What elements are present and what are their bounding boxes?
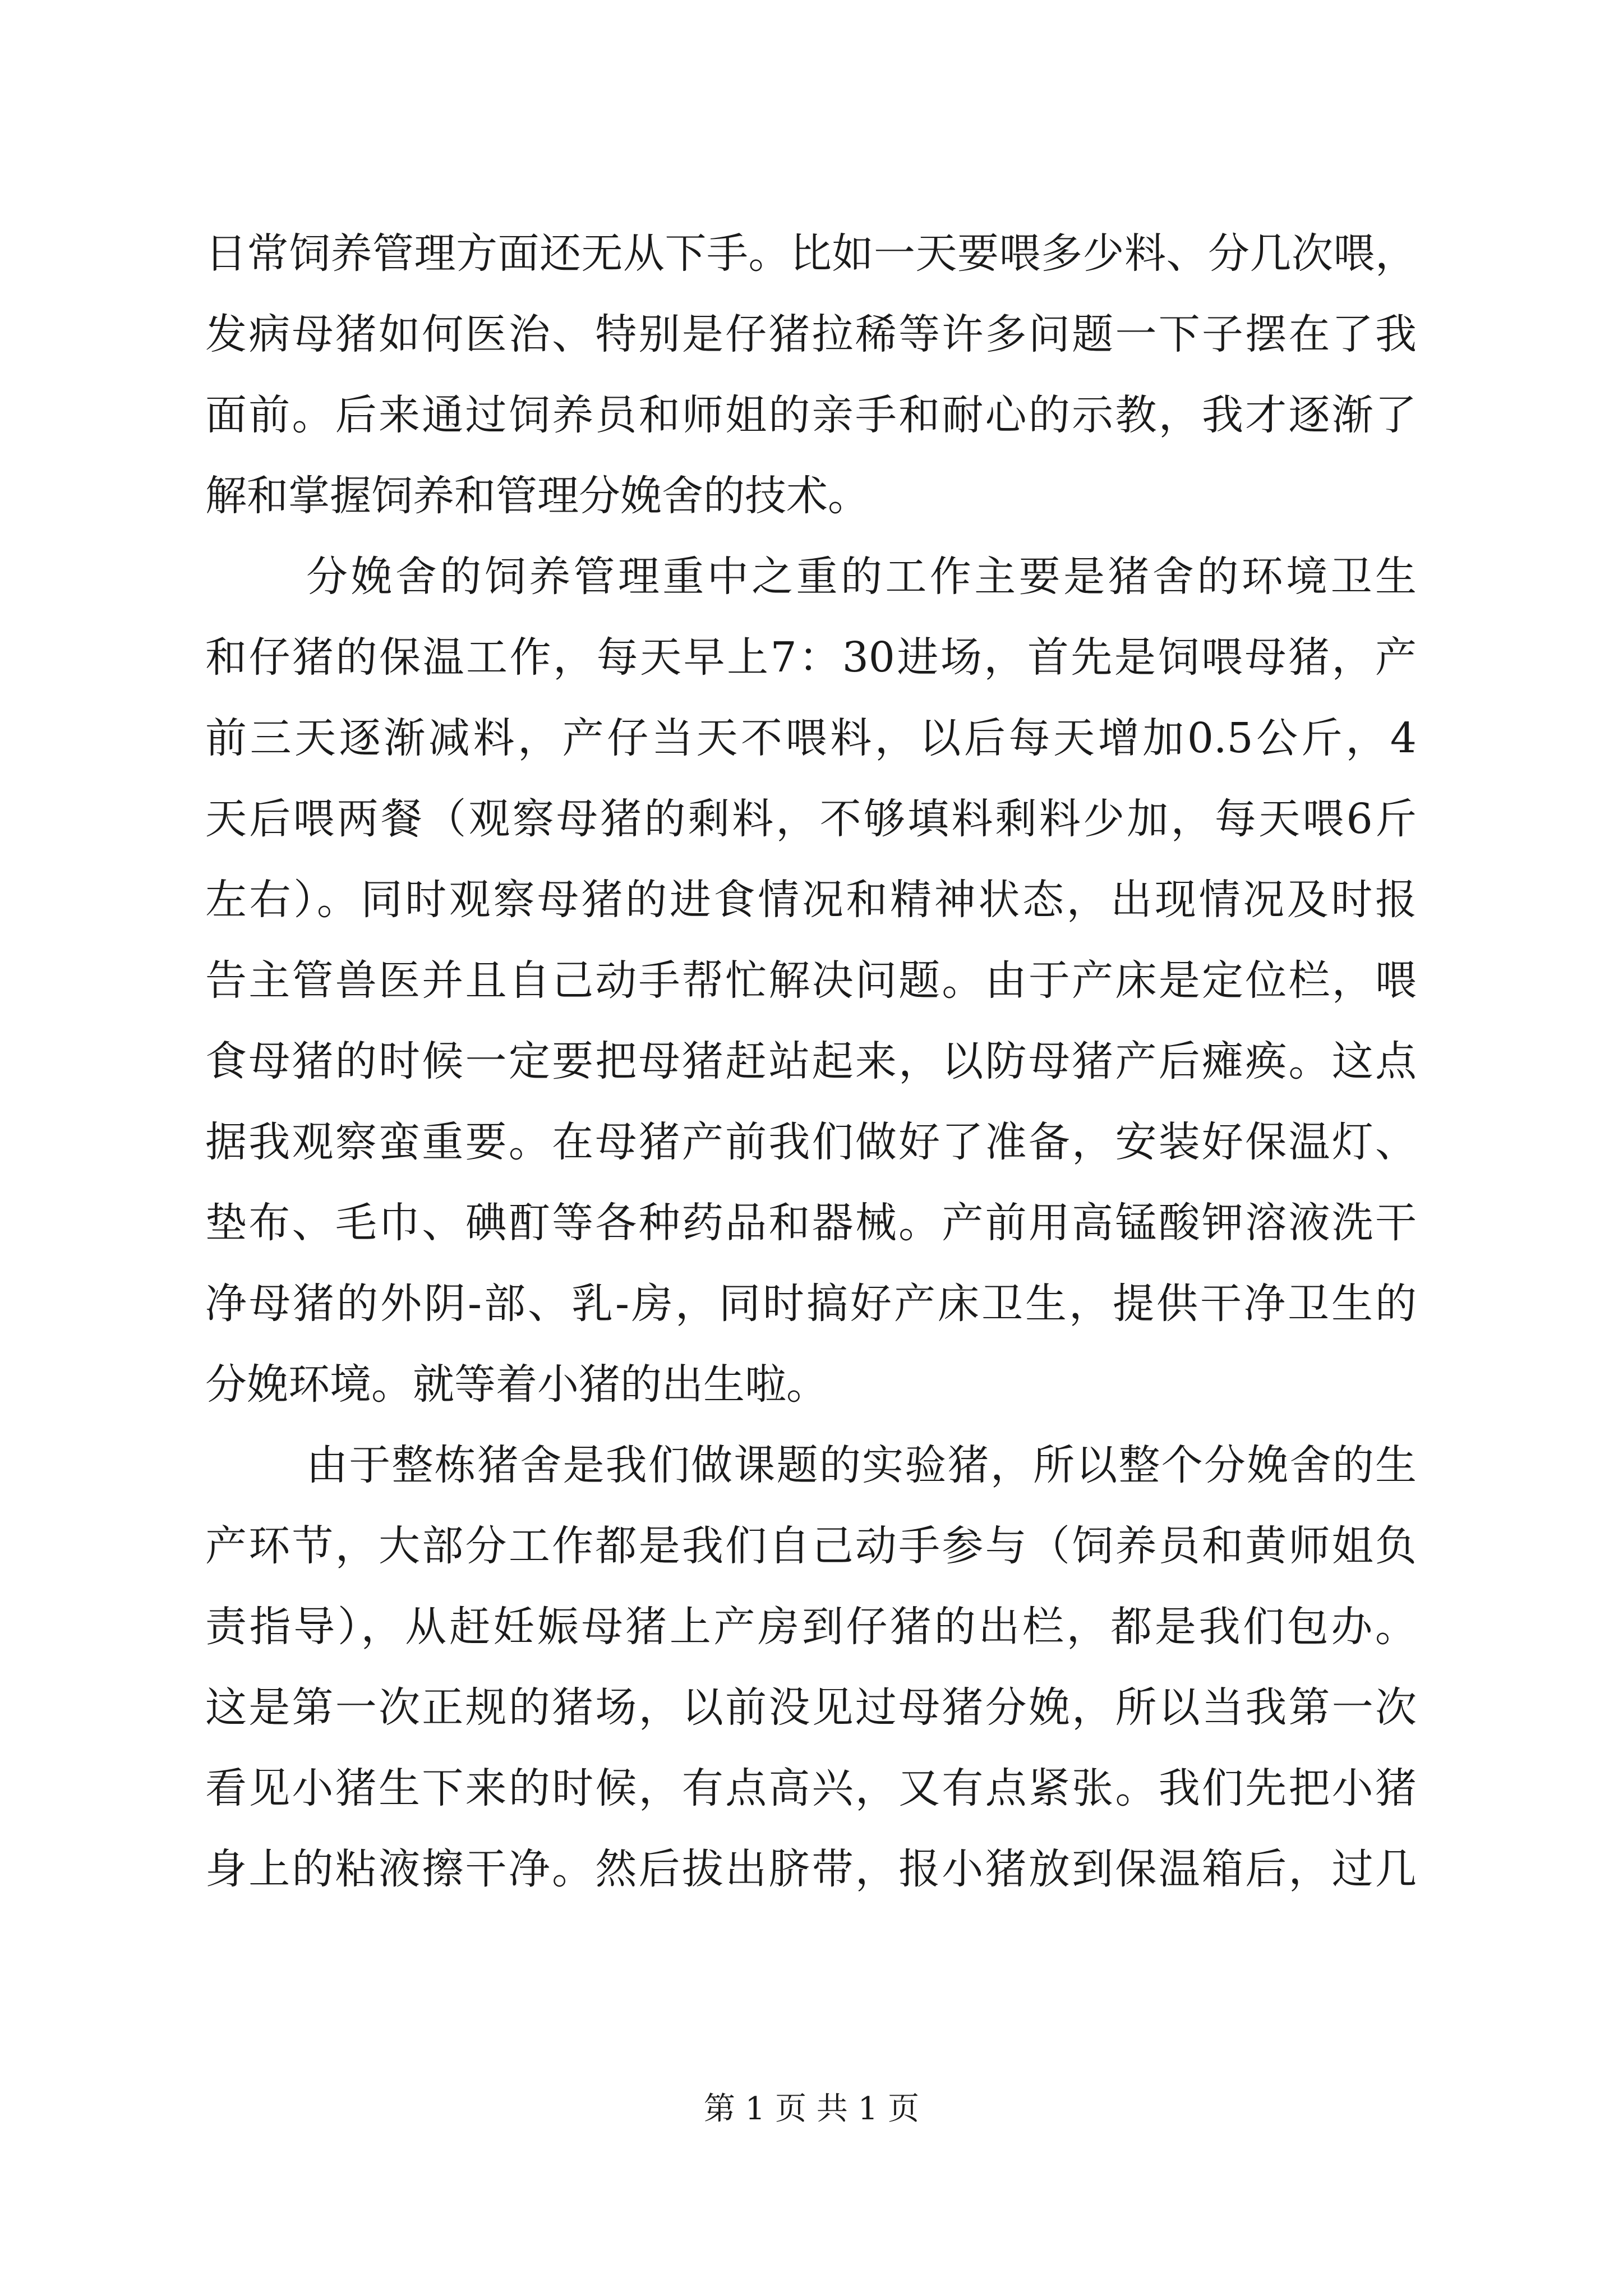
text-line: 垫布、毛巾、碘酊等各种药品和器械。产前用高锰酸钾溶液洗干 (205, 1199, 1417, 1247)
text-line: 分娩环境。就等着小猪的出生啦。 (205, 1360, 828, 1409)
document-body (205, 213, 1417, 1910)
text-line: 责指导），从赶妊娠母猪上产房到仔猪的出栏，都是我们包办。 (205, 1603, 1417, 1651)
text-line: 告主管兽医并且自己动手帮忙解决问题。由于产床是定位栏，喂 (205, 956, 1417, 1005)
text-line: 解和掌握饲养和管理分娩舍的技术。 (205, 472, 869, 520)
text-line: 发病母猪如何医治、特别是仔猪拉稀等许多问题一下子摆在了我 (205, 310, 1417, 358)
text-line: 产环节，大部分工作都是我们自己动手参与（饲养员和黄师姐负 (205, 1522, 1417, 1570)
text-line: 净母猪的外阴-部、乳-房，同时搞好产床卫生，提供干净卫生的 (205, 1280, 1417, 1328)
text-line: 分娩舍的饲养管理重中之重的工作主要是猪舍的环境卫生 (306, 553, 1417, 601)
text-line: 由于整栋猪舍是我们做课题的实验猪，所以整个分娩舍的生 (306, 1441, 1417, 1489)
page-number-footer: 第 1 页 共 1 页 (703, 2091, 920, 2127)
text-line: 食母猪的时候一定要把母猪赶站起来，以防母猪产后瘫痪。这点 (205, 1037, 1417, 1085)
text-line: 身上的粘液擦干净。然后拔出脐带，报小猪放到保温箱后，过几 (205, 1845, 1417, 1893)
text-line: 天后喂两餐（观察母猪的剩料，不够填料剩料少加，每天喂6斤 (205, 795, 1417, 843)
text-line: 这是第一次正规的猪场，以前没见过母猪分娩，所以当我第一次 (205, 1683, 1417, 1732)
text-line: 面前。后来通过饲养员和师姐的亲手和耐心的示教，我才逐渐了 (205, 391, 1417, 439)
text-line: 据我观察蛮重要。在母猪产前我们做好了准备，安装好保温灯、 (205, 1118, 1417, 1166)
text-line: 和仔猪的保温工作，每天早上7：30进场，首先是饲喂母猪，产 (205, 633, 1417, 682)
text-line: 看见小猪生下来的时候，有点高兴，又有点紧张。我们先把小猪 (205, 1764, 1417, 1812)
text-line: 日常饲养管理方面还无从下手。比如一天要喂多少料、分几次喂， (205, 229, 1417, 278)
text-line: 前三天逐渐减料，产仔当天不喂料，以后每天增加0.5公斤，4 (205, 714, 1417, 762)
text-line: 左右）。同时观察母猪的进食情况和精神状态，出现情况及时报 (205, 876, 1417, 924)
